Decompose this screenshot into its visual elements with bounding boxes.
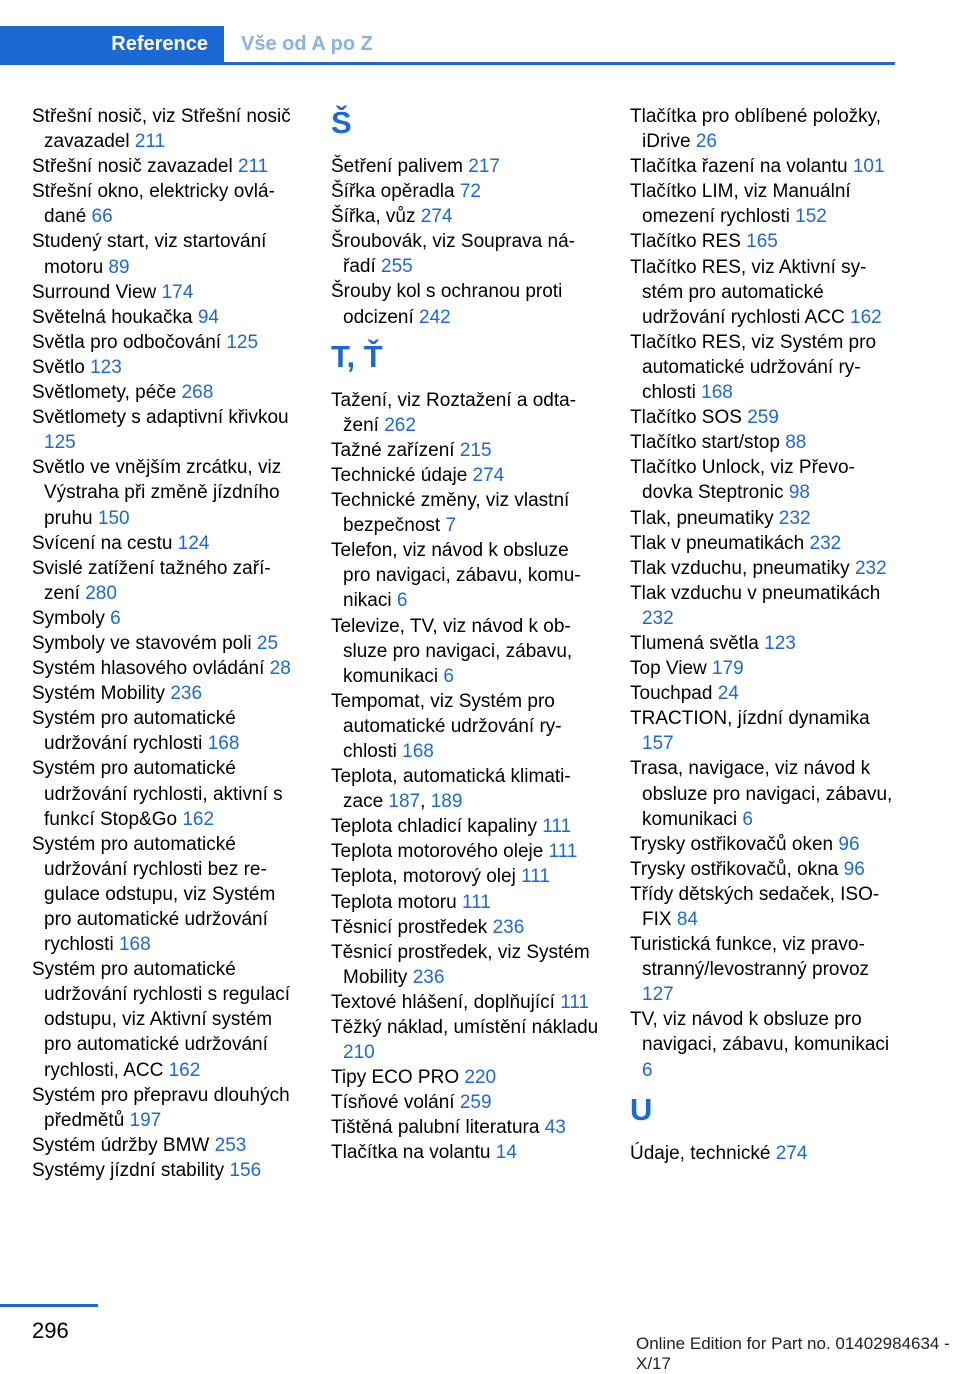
page-reference-link[interactable]: 43 [544, 1117, 566, 1139]
index-entry-text: Top View [630, 658, 713, 680]
page-reference-link[interactable]: 259 [747, 407, 779, 429]
index-entry-text: Teplota motoru [331, 891, 462, 913]
index-entry-text: Trasa, navigace, viz návod k obsluze pro navigaci, zábavu, komunikaci [630, 758, 893, 830]
index-entry-text: Světlo ve vnějším zrcátku, viz Výstraha při změně jízdního pruhu [32, 457, 282, 529]
page-reference-link[interactable]: 165 [746, 231, 778, 253]
index-entry [32, 380, 300, 405]
page-reference-link[interactable]: 236 [492, 916, 525, 938]
index-entry-text: Systém Mobility [32, 683, 171, 705]
index-entry: Teplota, automatická klimatizace 187, 189 [331, 766, 571, 813]
index-entry [630, 581, 898, 631]
page-reference-link[interactable]: 6 [443, 665, 454, 687]
index-entry [630, 229, 898, 254]
page-reference-link[interactable]: 127 [642, 984, 674, 1006]
index-entry-text: Šířka opěradla [331, 181, 460, 203]
index-entry-text: Tlačítko Unlock, viz Převodovka Steptronic [630, 457, 855, 504]
index-entry-text: Střešní nosič zavazadel [32, 156, 238, 178]
page-reference-link[interactable]: 96 [838, 833, 860, 855]
index-entry [331, 814, 599, 839]
index-column-2 [331, 104, 599, 1166]
index-entry [331, 864, 599, 889]
index-entry [630, 506, 898, 531]
index-entry-text: Trysky ostřikovačů oken [630, 833, 839, 855]
index-entry-text: Systém pro přepravu dlouhých předmětů [32, 1084, 290, 1131]
index-entry [32, 656, 300, 681]
index-entry [630, 857, 898, 882]
page-number: 296 [32, 1318, 69, 1343]
index-entry-text: Střešní okno, elektricky ovládané [32, 181, 275, 228]
page-reference-link[interactable]: 217 [468, 156, 500, 177]
index-entry [331, 154, 599, 179]
index-entry [32, 681, 300, 706]
page-reference-link[interactable]: 232 [854, 557, 887, 579]
index-entry-text: Tištěná palubní literatura [331, 1117, 545, 1139]
index-entry-text: Televize, TV, viz návod k obsluze pro navigaci, zábavu, komunikaci [331, 615, 573, 687]
page-reference-link[interactable]: 7 [445, 515, 457, 537]
page-reference-link[interactable]: 111 [521, 866, 550, 888]
index-entry-text: TV, viz návod k obsluze pro navigaci, zábavu, komunikaci [630, 1009, 890, 1056]
index-entry-text: Střešní nosič, viz Střešní nosič zavazadel [32, 106, 291, 153]
index-entry-text: Touchpad [630, 683, 718, 705]
index-entry [32, 229, 300, 279]
index-entry [32, 280, 300, 305]
page-reference-link[interactable]: 280 [85, 582, 117, 604]
index-entry [331, 839, 599, 864]
page-reference-link[interactable]: 274 [472, 464, 505, 486]
index-entry [32, 330, 300, 355]
index-entry-text: Šířka, vůz [331, 206, 421, 228]
index-entry-text: Světla pro odbočování [32, 331, 227, 353]
index-entry [32, 531, 300, 556]
index-entry [331, 1065, 599, 1090]
index-entry [331, 438, 599, 463]
index-entry-text: Světlomety s adaptivní křivkou [32, 407, 289, 429]
page-reference-link[interactable]: 157 [642, 733, 674, 755]
index-entry-text: Tísňové volání [331, 1092, 460, 1114]
index-entry-text: Teplota motorového oleje [331, 841, 549, 863]
index-entry [331, 1090, 599, 1115]
index-entry [630, 706, 898, 756]
index-column-1 [32, 104, 300, 1183]
index-entry-text: Symboly ve stavovém poli [32, 632, 257, 654]
index-entry [32, 631, 300, 656]
index-column-3 [630, 104, 898, 1166]
index-entry [32, 455, 300, 530]
page-reference-link[interactable]: 162 [850, 306, 882, 328]
index-entry [32, 1083, 300, 1133]
index-entry-text: Tlačítko RES [630, 231, 747, 253]
index-entry [32, 556, 300, 606]
index-entry [331, 890, 599, 915]
index-entry [32, 104, 300, 154]
index-entry-text: Tlačítko RES, viz Systém pro automatické udržování rychlosti [630, 331, 877, 404]
page-reference-link[interactable]: 236 [412, 966, 445, 988]
page-reference-link[interactable]: 274 [420, 206, 453, 228]
index-entry [630, 1141, 898, 1166]
page-reference-link[interactable]: 25 [256, 632, 279, 654]
index-entry-text: Turistická funkce, viz pravostranný/levostranný provoz [630, 934, 870, 981]
index-entry [630, 756, 898, 831]
page-reference-link[interactable]: 28 [269, 658, 291, 680]
index-entry-text: Textové hlášení, doplňující [331, 991, 561, 1013]
index-entry [331, 279, 599, 329]
page-reference-link[interactable]: 189 [430, 791, 463, 813]
index-entry [630, 430, 898, 455]
page-reference-link[interactable]: 26 [695, 131, 717, 153]
tab-reference[interactable] [0, 26, 224, 62]
index-entry-text: Systém pro automatické udržování rychlosti [32, 708, 236, 755]
tab-reference-label: Reference [111, 33, 208, 55]
index-entry [630, 631, 898, 656]
page-reference-link[interactable]: 259 [459, 1092, 492, 1114]
page-reference-link[interactable]: 215 [459, 439, 492, 461]
page-reference-link[interactable]: 232 [642, 607, 674, 629]
index-entry-text: Tlačítko start/stop [630, 432, 786, 454]
index-entry [630, 405, 898, 430]
page-reference-link[interactable]: 211 [134, 131, 166, 153]
index-entry-text: Tlačítko RES, viz Aktivní systém pro automatické udržování rychlosti ACC [630, 256, 867, 328]
index-entry-text: Šrouby kol s ochranou proti odcizení [331, 281, 563, 328]
page-reference-link[interactable]: 242 [419, 306, 451, 328]
index-entry-text: Tlak vzduchu v pneumatikách [630, 582, 881, 604]
section-letter: Š [331, 105, 352, 140]
index-entry-text: Tažné zařízení [331, 439, 460, 461]
index-entry-text: Tažení, viz Roztažení a odtažení [331, 389, 577, 436]
index-entry-text: Třídy dětských sedaček, ISOFIX [630, 883, 880, 930]
page-reference-link[interactable]: 98 [788, 482, 810, 504]
page-reference-link[interactable]: 232 [809, 532, 842, 554]
index-entry [32, 832, 300, 957]
page-reference-link[interactable]: 66 [91, 206, 113, 228]
page-reference-link[interactable]: 152 [795, 206, 827, 228]
index-entry [331, 1115, 599, 1140]
index-entry-text: Tlak vzduchu, pneumatiky [630, 557, 855, 579]
page-reference-link[interactable]: 96 [843, 858, 865, 880]
page-reference-link[interactable]: 274 [775, 1142, 808, 1164]
index-entry-text: Tlak v pneumatikách [630, 532, 810, 554]
index-entry-text: Svislé zatížení tažného zařízení [32, 557, 271, 604]
index-entry [630, 1007, 898, 1082]
index-entry [331, 463, 599, 488]
index-entry-text: Trysky ostřikovačů, okna [630, 858, 844, 880]
page-reference-link[interactable]: 101 [852, 156, 885, 178]
page-reference-link[interactable]: 111 [560, 991, 590, 1013]
page-reference-link[interactable]: 211 [237, 156, 269, 178]
index-entry-text: Technické údaje [331, 464, 473, 486]
index-entry [331, 538, 599, 613]
index-entry [331, 915, 599, 940]
page-reference-link[interactable]: 6 [110, 607, 121, 629]
index-entry-text: Systém pro automatické udržování rychlosti bez regulace odstupu, viz Systém pro automatické udržování rychlosti [32, 833, 276, 956]
page-reference-link[interactable]: 232 [778, 507, 811, 529]
index-entry [32, 957, 300, 1082]
index-entry-text: Teplota, motorový olej [331, 866, 522, 888]
page-reference-link[interactable]: 179 [712, 658, 744, 680]
index-entry-text: Šetření palivem [331, 156, 469, 177]
index-entry [331, 204, 599, 229]
index-entry-text: Tempomat, viz Systém pro automatické udržování rychlosti [331, 690, 562, 762]
index-entry-text: Těžký náklad, umístění nákladu [331, 1017, 599, 1038]
index-entry-text: Studený start, viz startování motoru [32, 231, 267, 278]
page-reference-link[interactable]: 197 [129, 1109, 162, 1131]
tab-a-to-z[interactable]: Vše od A po Z [241, 33, 373, 55]
index-entry [630, 932, 898, 1007]
page-reference-link[interactable]: 84 [676, 909, 698, 930]
page-reference-link[interactable]: 14 [495, 1142, 517, 1164]
page-reference-link[interactable]: 262 [384, 414, 416, 436]
index-entry-text: Tlačítka řazení na volantu [630, 156, 853, 178]
index-entry-text: Surround View [32, 281, 162, 303]
page-reference-link[interactable]: 6 [396, 590, 408, 612]
index-entry [630, 330, 898, 405]
index-entry-text: Systémy jízdní stability [32, 1159, 230, 1181]
index-entry-text: Systém údržby BMW [32, 1134, 215, 1156]
header-tab-bar [0, 26, 895, 65]
index-entry-text: Světelná houkačka [32, 306, 198, 328]
index-entry [331, 179, 599, 204]
index-entry-text: Těsnicí prostředek [331, 916, 493, 938]
page-reference-link[interactable]: 123 [764, 632, 796, 654]
index-entry [630, 832, 898, 857]
page-reference-link[interactable]: 150 [97, 507, 130, 529]
index-entry [630, 882, 898, 932]
index-entry-text: Teplota chladicí kapaliny [331, 816, 543, 838]
index-entry-text: Tlačítka pro oblíbené položky, iDrive [630, 106, 882, 153]
page-reference-link[interactable]: 24 [717, 683, 739, 705]
edition-note: Online Edition for Part no. 01402984634 - X/17 [636, 1334, 950, 1373]
index-entry [32, 1133, 300, 1158]
index-entry [630, 104, 898, 154]
index-entry [32, 706, 300, 756]
page-reference-link[interactable]: 88 [785, 432, 807, 454]
index-entry-text: Tlumená světla [630, 632, 765, 654]
page-reference-link[interactable]: 6 [742, 808, 753, 830]
section-letter: T, Ť [331, 338, 383, 374]
index-entry [32, 405, 300, 455]
index-entry [331, 229, 599, 279]
index-entry-text: Tlak, pneumatiky [630, 507, 779, 529]
index-entry-text: Světlomety, péče [32, 382, 182, 404]
page-reference-link[interactable]: 89 [108, 256, 130, 278]
page-reference-link[interactable]: 187 [388, 791, 421, 813]
page-reference-link[interactable]: 111 [542, 816, 572, 838]
index-entry-text: Teplota, automatická klimatizace [331, 766, 571, 813]
index-entry [32, 756, 300, 831]
index-entry-text: Těsnicí prostředek, viz Systém Mobility [331, 941, 590, 988]
index-entry [331, 388, 599, 438]
index-entry-text: Tlačítka na volantu [331, 1142, 496, 1164]
index-entry-text: TRACTION, jízdní dynamika [630, 708, 870, 730]
index-entry-text: Technické změny, viz vlastní bezpečnost [331, 490, 570, 537]
index-entry [331, 614, 599, 689]
page-reference-link[interactable]: 162 [182, 808, 215, 830]
page-reference-link[interactable]: 124 [177, 532, 210, 554]
index-entry [630, 455, 898, 505]
section-letter: U [630, 1091, 653, 1127]
index-entry [630, 154, 898, 179]
index-entry [630, 556, 898, 581]
page-reference-link[interactable]: 162 [168, 1059, 201, 1081]
index-entry [32, 355, 300, 380]
index-entry [630, 255, 898, 330]
page-reference-link[interactable]: 111 [548, 841, 578, 863]
index-entry [32, 179, 300, 229]
index-entry-text: Světlo [32, 356, 91, 378]
page-reference-link[interactable]: 168 [118, 934, 151, 956]
index-entry [630, 531, 898, 556]
page-reference-link[interactable]: 125 [226, 331, 259, 353]
index-entry [630, 681, 898, 706]
index-entry-text: Údaje, technické [630, 1142, 776, 1164]
index-entry-text: Systém pro automatické udržování rychlosti, aktivní s funkcí Stop&Go [32, 758, 283, 830]
page-reference-link[interactable]: 156 [229, 1159, 262, 1181]
index-entry [331, 990, 599, 1015]
page-reference-link[interactable]: 72 [459, 181, 481, 203]
index-entry-text: Telefon, viz návod k obsluze pro navigaci, zábavu, komunikaci [331, 540, 581, 612]
index-entry [331, 1015, 599, 1065]
index-entry-text: Systém hlasového ovládání [32, 658, 270, 680]
page-reference-link[interactable]: 253 [214, 1134, 247, 1156]
index-entry [331, 1140, 599, 1165]
index-entry [32, 606, 300, 631]
index-entry [331, 940, 599, 990]
index-entry-text: Svícení na cestu [32, 532, 178, 554]
index-entry-text: Šroubovák, viz Souprava nářadí [331, 231, 575, 278]
index-entry [32, 305, 300, 330]
page-reference-link[interactable]: 236 [170, 683, 203, 705]
page-reference-link[interactable]: 255 [381, 256, 413, 278]
index-entry [32, 154, 300, 179]
index-entry-text: Systém pro automatické udržování rychlosti s regulací odstupu, viz Aktivní systém pro automatické udržování rychlosti, ACC [32, 959, 291, 1081]
page-reference-link[interactable]: 125 [44, 432, 76, 454]
page-reference-link[interactable]: 268 [181, 382, 214, 404]
page-reference-link[interactable]: 168 [207, 733, 240, 755]
index-entry-text: Tipy ECO PRO [331, 1067, 465, 1089]
page-reference-link[interactable]: 111 [461, 891, 491, 913]
page-reference-link[interactable]: 168 [402, 740, 434, 762]
index-entry [331, 488, 599, 538]
index-entry [331, 689, 599, 764]
page-reference-link[interactable]: 168 [701, 382, 733, 404]
index-entry [32, 1158, 300, 1183]
index-entry-text: Symboly [32, 607, 111, 629]
page-reference-link[interactable]: 174 [161, 281, 194, 303]
index-entry [630, 656, 898, 681]
page-reference-link[interactable]: 94 [197, 306, 219, 328]
footer-rule [0, 1304, 98, 1307]
page-reference-link[interactable]: 6 [642, 1059, 653, 1081]
index-entry-text: Tlačítko SOS [630, 407, 748, 429]
page-reference-link[interactable]: 220 [464, 1067, 497, 1089]
index-entry [630, 179, 898, 229]
index-entry-text: Tlačítko LIM, viz Manuální omezení rychlosti [630, 181, 851, 228]
page-reference-link[interactable]: 123 [90, 356, 122, 378]
page-reference-link[interactable]: 210 [343, 1042, 375, 1064]
